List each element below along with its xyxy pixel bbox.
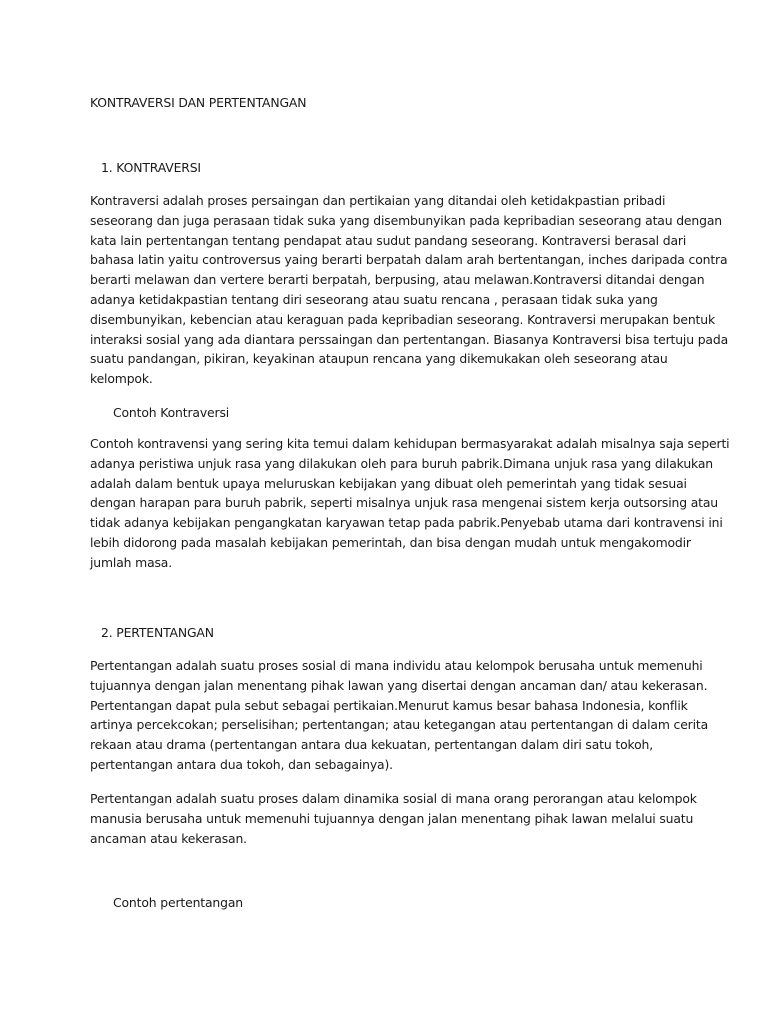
paragraph-pertentangan-definition (90, 656, 709, 775)
text-line: ancaman atau kekerasan. (90, 830, 247, 846)
section-heading-pertentangan: 2. PERTENTANGAN (101, 625, 214, 640)
document-title: KONTRAVERSI DAN PERTENTANGAN (90, 95, 307, 110)
text-line: dengan harapan para buruh pabrik, seperti misalnya unjuk rasa mengenai sistem kerja outsorsing atau (90, 495, 718, 511)
text-line: kelompok. (90, 371, 153, 387)
text-line: Kontraversi adalah proses persaingan dan pertikaian yang ditandai oleh ketidakpastian pribadi (90, 193, 666, 208)
text-line: bahasa latin yaitu controversus yaing berarti berpatah dalam arah bertentangan, inches daripada contra (90, 252, 728, 268)
text-line: berarti melawan dan vertere berarti berpatah, berpusing, atau melawan.Kontraversi ditandai dengan (90, 272, 705, 288)
text-line: jumlah masa. (90, 554, 173, 570)
text-line: tidak adanya kebijakan pengangkatan karyawan tetap pada pabrik.Penyebab utama dari kontravensi ini (90, 515, 723, 531)
text-line: adanya peristiwa unjuk rasa yang dilakukan oleh para buruh pabrik.Dimana unjuk rasa yang dilakukan (90, 455, 713, 471)
text-line: Pertentangan adalah suatu proses sosial di mana individu atau kelompok berusaha untuk memenuhi (90, 658, 703, 673)
section-heading-kontraversi: 1. KONTRAVERSI (101, 160, 201, 175)
text-line: seseorang dan juga perasaan tidak suka yang disembunyikan pada kepribadian seseorang atau dengan (90, 212, 722, 228)
text-line: manusia berusaha untuk memenuhi tujuannya dengan jalan menentang pihak lawan melalui suatu (90, 810, 694, 826)
text-line: lebih didorong pada masalah kebijakan pemerintah, dan bisa dengan mudah untuk mengakomodir (90, 534, 691, 550)
example-heading-kontraversi: Contoh Kontraversi (113, 405, 230, 420)
paragraph-pertentangan-dynamics (90, 789, 697, 848)
text-line: pertentangan antara dua tokoh, dan sebagainya). (90, 756, 393, 772)
paragraph-kontraversi-example (90, 434, 730, 573)
text-line: interaksi sosial yang ada diantara perssaingan dan pertentangan. Biasanya Kontraversi bisa tertuju pada (90, 331, 729, 347)
text-line: suatu pandangan, pikiran, keyakinan ataupun rencana yang dikemukakan oleh seseorang atau (90, 351, 668, 367)
text-line: disembunyikan, kebencian atau keraguan pada kepribadian seseorang. Kontraversi merupakan bentuk (90, 311, 715, 327)
text-line: adanya ketidakpastian tentang diri seseorang atau suatu rencana , perasaan tidak suka yang (90, 291, 658, 307)
paragraph-kontraversi-definition (90, 191, 729, 389)
text-line: tujuannya dengan jalan menentang pihak lawan yang disertai dengan ancaman dan/ atau kekerasan. (90, 677, 708, 693)
example-heading-pertentangan: Contoh pertentangan (113, 895, 243, 910)
text-line: adalah dalam bentuk upaya meluruskan kebijakan yang dibuat oleh pemerintah yang tidak sesuai (90, 475, 687, 491)
text-line: Pertentangan adalah suatu proses dalam dinamika sosial di mana orang perorangan atau kelompok (90, 791, 697, 806)
text-line: Pertentangan dapat pula sebut sebagai pertikaian.Menurut kamus besar bahasa Indonesia, konflik (90, 697, 688, 713)
text-line: rekaan atau drama (pertentangan antara dua kekuatan, pertentangan dalam diri satu tokoh, (90, 737, 654, 753)
text-line: Contoh kontravensi yang sering kita temui dalam kehidupan bermasyarakat adalah misalnya saja seperti (90, 436, 730, 451)
text-line: artinya percekcokan; perselisihan; pertentangan; atau ketegangan atau pertentangan di dalam cerita (90, 717, 709, 733)
text-line: kata lain pertentangan tentang pendapat atau sudut pandang seseorang. Kontraversi berasal dari (90, 232, 687, 248)
